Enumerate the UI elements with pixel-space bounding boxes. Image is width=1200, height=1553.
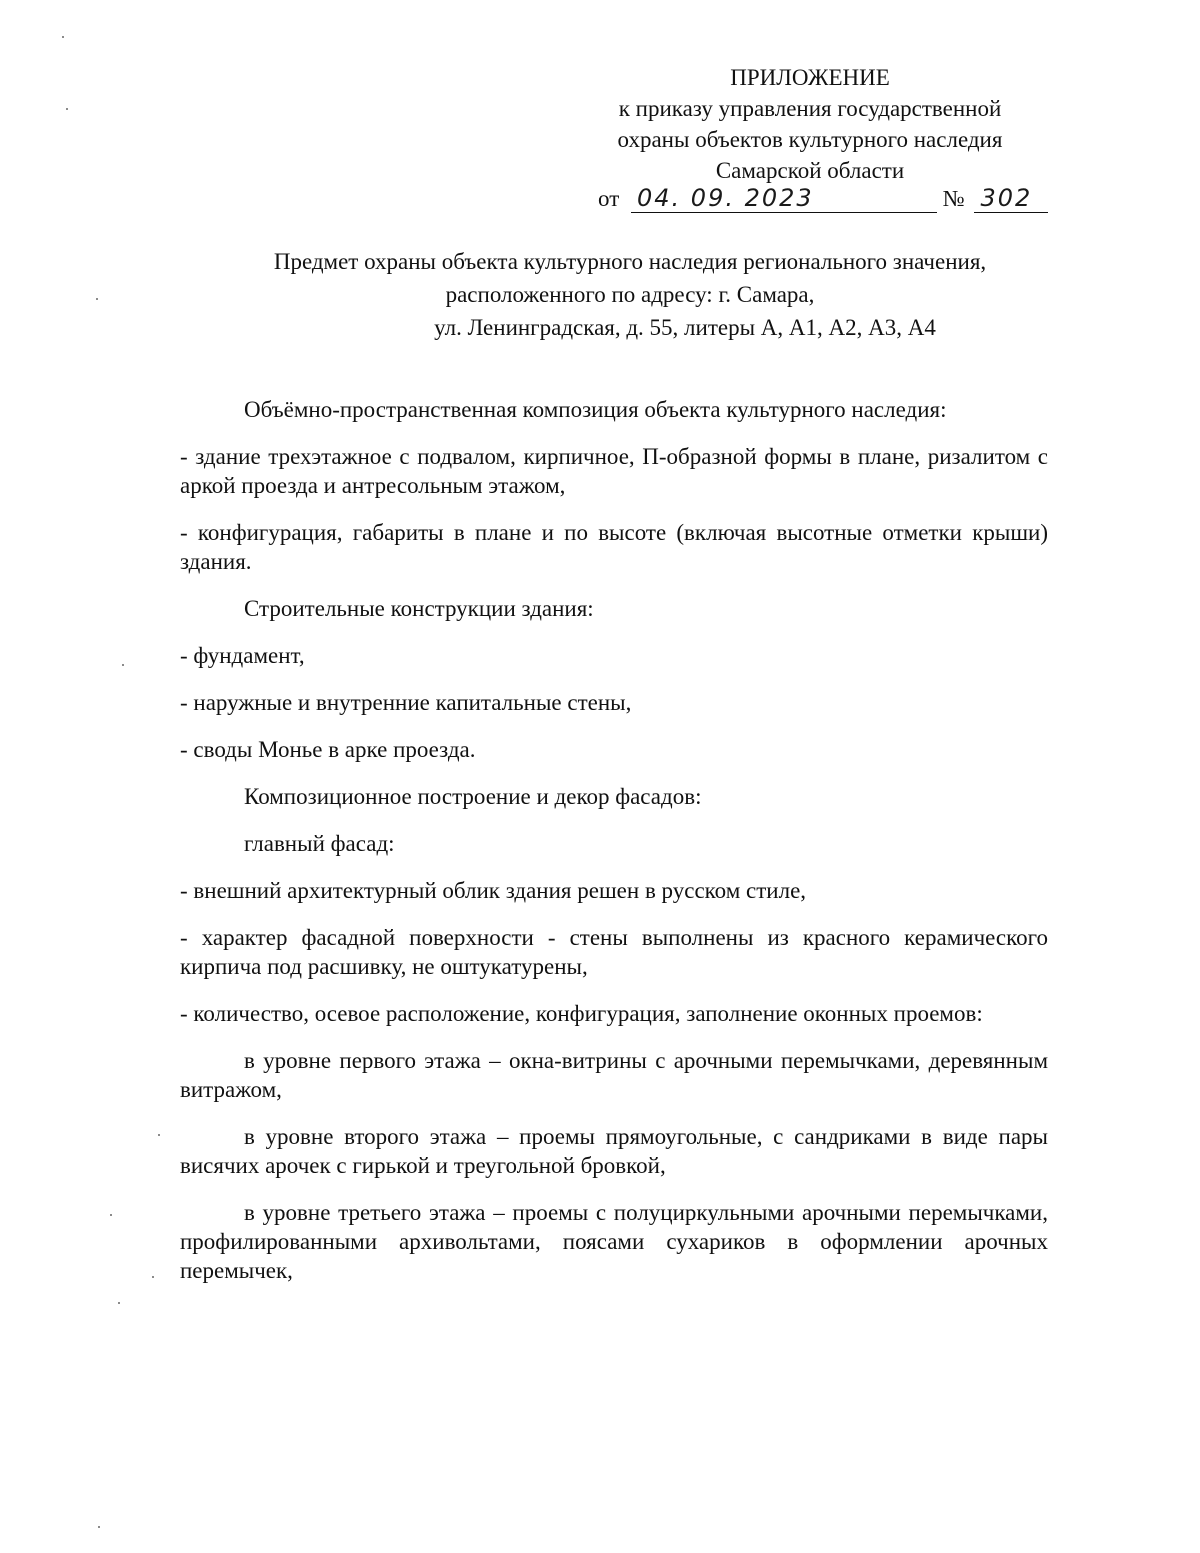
paragraph-11: - характер фасадной поверхности - стены выполнены из красного керамического кирпича под расшивку, не оштукатурены,	[180, 925, 1048, 979]
handwritten-number: 302	[974, 184, 1048, 213]
title-line-2: расположенного по адресу: г. Самара,	[445, 282, 815, 307]
scan-speck	[122, 664, 124, 666]
scan-speck	[62, 36, 64, 38]
paragraph-1: Объёмно-пространственная композиция объекта культурного наследия:	[244, 397, 947, 422]
scan-speck	[152, 1276, 154, 1278]
scan-speck	[158, 1134, 160, 1136]
date-prefix: от	[598, 186, 620, 211]
handwritten-date: 04. 09. 2023	[631, 184, 937, 213]
appendix-block	[560, 62, 1060, 186]
paragraph-7: - своды Монье в арке проезда.	[180, 737, 476, 762]
paragraph-14: в уровне второго этажа – проемы прямоугольные, с сандриками в виде пары висячих арочек с гирькой и треугольной бровкой,	[180, 1124, 1048, 1178]
appendix-line-1: к приказу управления государственной	[618, 96, 1002, 121]
paragraph-9: главный фасад:	[244, 831, 395, 856]
paragraph-13: в уровне первого этажа – окна-витрины с арочными перемычками, деревянным витражом,	[180, 1048, 1048, 1102]
number-prefix: №	[942, 186, 965, 211]
scan-speck	[118, 1302, 120, 1304]
document-body	[180, 395, 1048, 1303]
paragraph-10: - внешний архитектурный облик здания решен в русском стиле,	[180, 878, 807, 903]
paragraph-8: Композиционное построение и декор фасадов:	[244, 784, 702, 809]
appendix-line-3: Самарской области	[715, 158, 905, 183]
scan-speck	[66, 108, 68, 110]
paragraph-5: - фундамент,	[180, 643, 305, 668]
title-line-1: Предмет охраны объекта культурного наследия регионального значения,	[273, 249, 987, 274]
document-title	[150, 245, 1110, 344]
appendix-heading: ПРИЛОЖЕНИЕ	[730, 65, 890, 90]
title-line-3: ул. Ленинградская, д. 55, литеры А, А1, А2, А3, А4	[434, 315, 936, 340]
date-number-row	[598, 184, 1048, 213]
paragraph-12: - количество, осевое расположение, конфигурация, заполнение оконных проемов:	[180, 1001, 983, 1026]
paragraph-2: - здание трехэтажное с подвалом, кирпичное, П-образной формы в плане, ризалитом с аркой проезда и антресольным этажом,	[180, 444, 1048, 498]
scan-speck	[96, 298, 98, 300]
scan-speck	[98, 1526, 100, 1528]
paragraph-3: - конфигурация, габариты в плане и по высоте (включая высотные отметки крыши) здания.	[180, 520, 1048, 574]
scan-speck	[110, 1214, 112, 1216]
paragraph-4: Строительные конструкции здания:	[244, 596, 594, 621]
paragraph-15: в уровне третьего этажа – проемы с полуциркульными арочными перемычками, профилированными архивольтами, поясами сухариков в оформлении арочных перемычек,	[180, 1200, 1048, 1283]
paragraph-6: - наружные и внутренние капитальные стены,	[180, 690, 632, 715]
appendix-line-2: охраны объектов культурного наследия	[617, 127, 1003, 152]
